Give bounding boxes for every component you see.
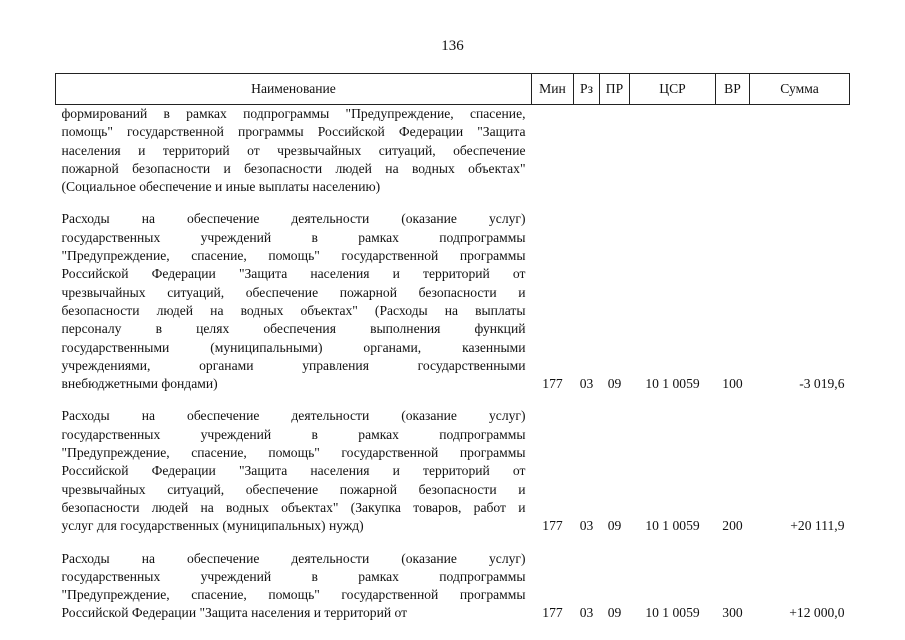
row-name-line: персоналу в целях обеспечения выполнения функций: [61, 321, 526, 337]
row-min: 177: [542, 518, 563, 534]
row-name-line: государственных учреждений в рамках подпрограммы: [61, 568, 526, 584]
row-name-line: чрезвычайных ситуаций, обеспечение пожарной безопасности и: [61, 284, 526, 300]
row-sum: +12 000,0: [789, 605, 845, 621]
row-pr: [600, 105, 630, 211]
row-name-line: безопасности людей на водных объектах" (Расходы на выплаты: [61, 302, 526, 318]
row-name-line: государственных учреждений в рамках подпрограммы: [61, 229, 526, 245]
row-name-line: "Предупреждение, спасение, помощь" государственной программы: [61, 587, 526, 603]
row-name-line: учреждениями, органами управления государственными: [61, 357, 526, 373]
budget-table: [55, 73, 850, 637]
row-name-line: помощь" государственной программы Российской Федерации "Защита: [61, 124, 526, 140]
row-rz: 03: [579, 518, 594, 534]
header-sum: Сумма: [750, 74, 850, 105]
row-name-line: государственными (муниципальными) органами, казенными: [61, 339, 526, 355]
header-csr: ЦСР: [630, 74, 716, 105]
table-row: [56, 105, 850, 211]
row-name-line: чрезвычайных ситуаций, обеспечение пожарной безопасности и: [61, 481, 526, 497]
row-name: [56, 105, 532, 211]
row-name-line: Российской Федерации "Защита населения и территорий от: [61, 463, 526, 479]
table-row: [56, 210, 850, 407]
row-name-line: "Предупреждение, спасение, помощь" государственной программы: [61, 445, 526, 461]
row-rz: 03: [579, 376, 594, 392]
row-name-line: Российской Федерации "Защита населения и территорий от: [61, 266, 526, 282]
row-name: [56, 407, 532, 549]
row-vr: [716, 105, 750, 211]
row-vr: 300: [722, 605, 743, 621]
row-name-line: "Предупреждение, спасение, помощь" государственной программы: [61, 248, 526, 264]
row-vr: 200: [722, 518, 743, 534]
row-csr: [630, 105, 716, 211]
row-name-line: Расходы на обеспечение деятельности (оказание услуг): [61, 408, 526, 424]
row-name-line: (Социальное обеспечение и иные выплаты населению): [61, 179, 381, 195]
row-rz: 03: [579, 605, 594, 621]
row-min: 177: [542, 376, 563, 392]
row-name-line: Расходы на обеспечение деятельности (оказание услуг): [61, 550, 526, 566]
row-name-line: населения и территорий от чрезвычайных ситуаций, обеспечение: [61, 142, 526, 158]
header-name: Наименование: [56, 74, 532, 105]
row-name: [56, 210, 532, 407]
row-name-line: безопасности людей на водных объектах" (Закупка товаров, работ и: [61, 499, 526, 515]
row-name-line: Расходы на обеспечение деятельности (оказание услуг): [61, 211, 526, 227]
page-number: 136: [441, 38, 464, 54]
table-header-row: [56, 74, 850, 105]
header-vr: ВР: [716, 74, 750, 105]
row-vr: 100: [722, 376, 743, 392]
row-csr: 10 1 0059: [645, 376, 700, 392]
row-sum: +20 111,9: [790, 518, 845, 534]
header-min: Мин: [532, 74, 574, 105]
table-row: [56, 550, 850, 637]
row-csr: 10 1 0059: [645, 518, 700, 534]
row-sum: [750, 105, 850, 211]
row-name-line: государственных учреждений в рамках подпрограммы: [61, 426, 526, 442]
row-pr: 09: [607, 376, 622, 392]
row-min: 177: [542, 605, 563, 621]
row-name-line: Российской Федерации "Защита населения и территорий от: [61, 605, 408, 621]
header-pr: ПР: [600, 74, 630, 105]
row-name-line: внебюджетными фондами): [61, 376, 218, 392]
row-sum: -3 019,6: [799, 376, 845, 392]
row-rz: [574, 105, 600, 211]
row-name-line: услуг для государственных (муниципальных) нужд): [61, 518, 364, 534]
row-name-line: формирований в рамках подпрограммы "Предупреждение, спасение,: [61, 106, 526, 121]
row-name-line: пожарной безопасности и безопасности людей на водных объектах": [61, 160, 526, 176]
table-row: [56, 407, 850, 549]
row-pr: 09: [607, 605, 622, 621]
row-pr: 09: [607, 518, 622, 534]
row-name: [56, 550, 532, 637]
header-rz: Рз: [574, 74, 600, 105]
row-min: [532, 105, 574, 211]
row-csr: 10 1 0059: [645, 605, 700, 621]
